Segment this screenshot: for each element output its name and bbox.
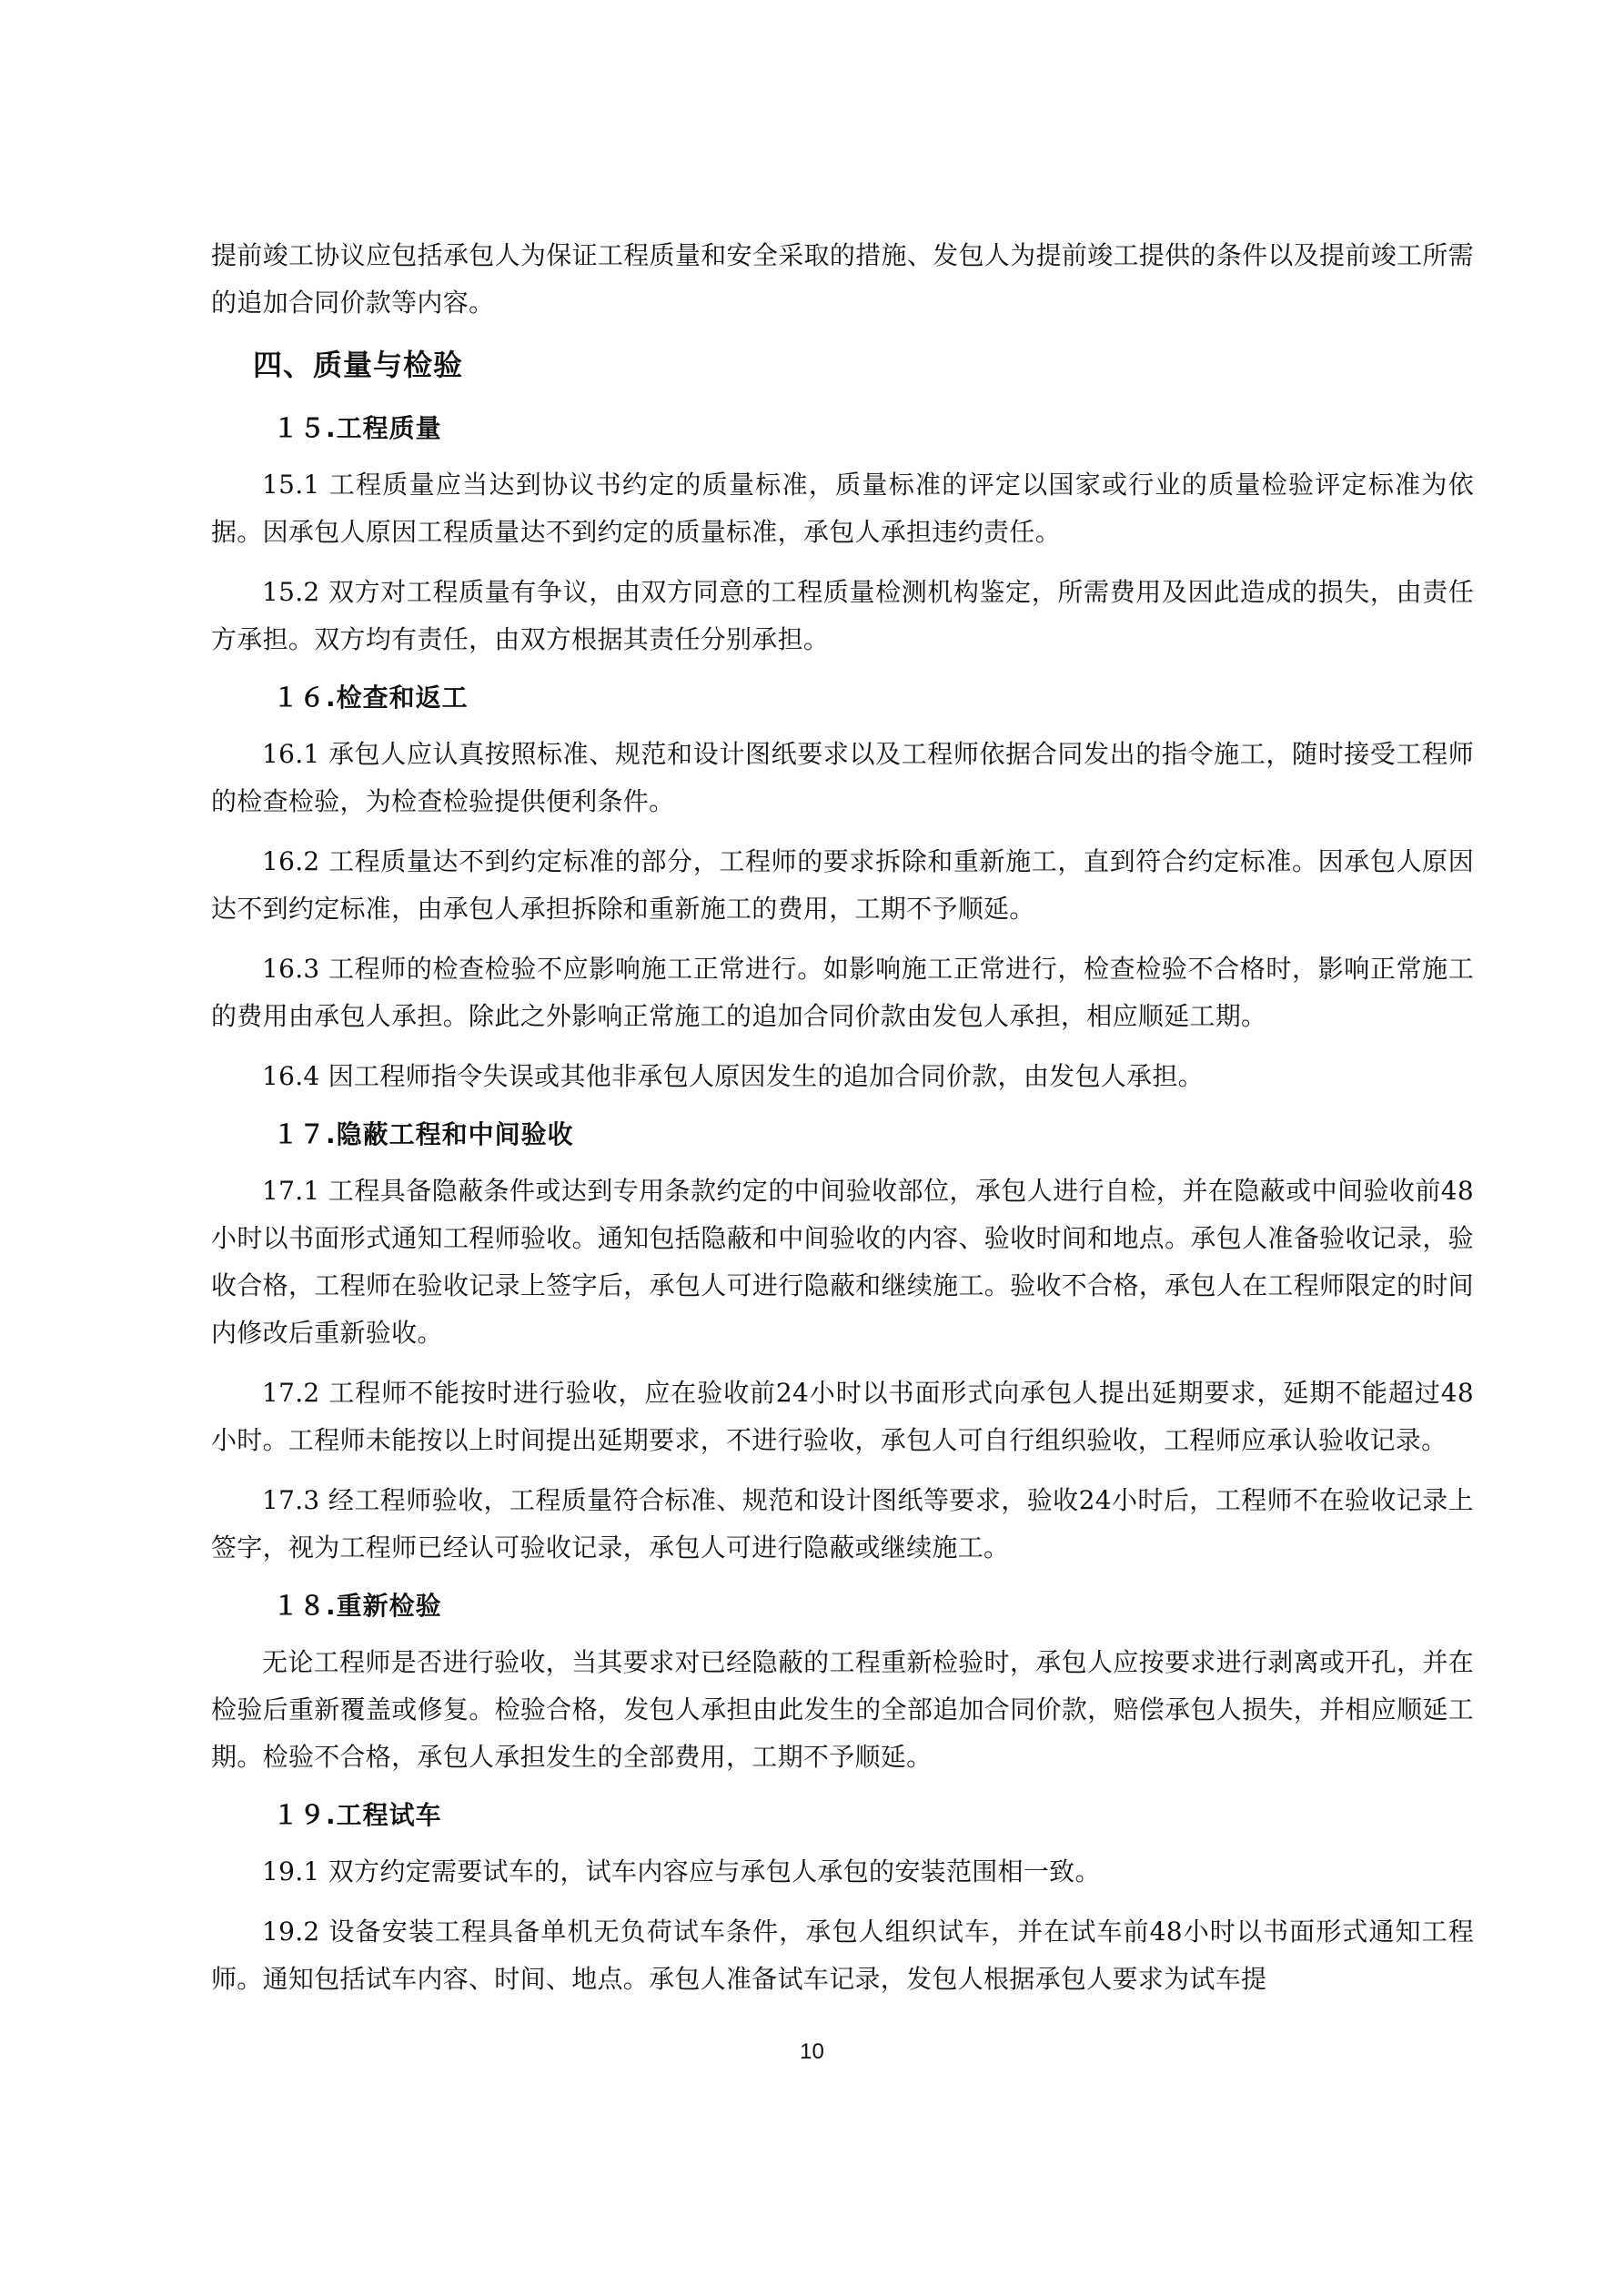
paragraph-16-2: 16.2 工程质量达不到约定标准的部分，工程师的要求拆除和重新施工，直到符合约定标准。因承包人原因达不到约定标准，由承包人承担拆除和重新施工的费用，工期不予顺延。 bbox=[211, 846, 1474, 924]
paragraph-19-1: 19.1 双方约定需要试车的，试车内容应与承包人承包的安装范围相一致。 bbox=[262, 1856, 1101, 1886]
paragraph-19-2: 19.2 设备安装工程具备单机无负荷试车条件，承包人组织试车，并在试车前48小时以书面形式通知工程师。通知包括试车内容、时间、地点。承包人准备试车记录，发包人根据承包人要求为试车提 bbox=[211, 1917, 1474, 1994]
section-title-18: １８.重新检验 bbox=[273, 1591, 442, 1621]
paragraph-17-3: 17.3 经工程师验收，工程质量符合标准、规范和设计图纸等要求，验收24小时后，工程师不在验收记录上签字，视为工程师已经认可验收记录，承包人可进行隐蔽或继续施工。 bbox=[211, 1485, 1474, 1563]
page-content bbox=[211, 232, 1474, 2016]
section-title-16: １６.检查和返工 bbox=[273, 683, 469, 713]
paragraph-17-2: 17.2 工程师不能按时进行验收，应在验收前24小时以书面形式向承包人提出延期要求，延期不能超过48小时。工程师未能按以上时间提出延期要求，不进行验收，承包人可自行组织验收，工程师应承认验收记录。 bbox=[211, 1378, 1474, 1455]
paragraph-18: 无论工程师是否进行验收，当其要求对已经隐蔽的工程重新检验时，承包人应按要求进行剥离或开孔，并在检验后重新覆盖或修复。检验合格，发包人承担由此发生的全部追加合同价款，赔偿承包人损失，并相应顺延工期。检验不合格，承包人承担发生的全部费用，工期不予顺延。 bbox=[211, 1647, 1474, 1772]
paragraph-17-1: 17.1 工程具备隐蔽条件或达到专用条款约定的中间验收部位，承包人进行自检，并在隐蔽或中间验收前48小时以书面形式通知工程师验收。通知包括隐蔽和中间验收的内容、验收时间和地点。承包人准备验收记录，验收合格，工程师在验收记录上签字后，承包人可进行隐蔽和继续施工。验收不合格，承包人在工程师限定的时间内修改后重新验收。 bbox=[211, 1176, 1474, 1348]
paragraph-16-1: 16.1 承包人应认真按照标准、规范和设计图纸要求以及工程师依据合同发出的指令施工，随时接受工程师的检查检验，为检查检验提供便利条件。 bbox=[211, 739, 1474, 816]
paragraph-16-4: 16.4 因工程师指令失误或其他非承包人原因发生的追加合同价款，由发包人承担。 bbox=[262, 1061, 1204, 1091]
chapter-title: 四、质量与检验 bbox=[253, 348, 464, 382]
page-number: 10 bbox=[800, 2039, 824, 2064]
paragraph-15-1: 15.1 工程质量应当达到协议书约定的质量标准，质量标准的评定以国家或行业的质量检验评定标准为依据。因承包人原因工程质量达不到约定的质量标准，承包人承担违约责任。 bbox=[211, 470, 1474, 547]
paragraph-16-3: 16.3 工程师的检查检验不应影响施工正常进行。如影响施工正常进行，检查检验不合格时，影响正常施工的费用由承包人承担。除此之外影响正常施工的追加合同价款由发包人承担，相应顺延工期。 bbox=[211, 954, 1474, 1031]
section-title-15: １５.工程质量 bbox=[273, 413, 442, 443]
section-title-19: １９.工程试车 bbox=[273, 1800, 442, 1830]
intro-paragraph: 提前竣工协议应包括承包人为保证工程质量和安全采取的措施、发包人为提前竣工提供的条件以及提前竣工所需的追加合同价款等内容。 bbox=[211, 240, 1474, 318]
paragraph-15-2: 15.2 双方对工程质量有争议，由双方同意的工程质量检测机构鉴定，所需费用及因此造成的损失，由责任方承担。双方均有责任，由双方根据其责任分别承担。 bbox=[211, 577, 1474, 654]
section-title-17: １７.隐蔽工程和中间验收 bbox=[273, 1119, 574, 1149]
